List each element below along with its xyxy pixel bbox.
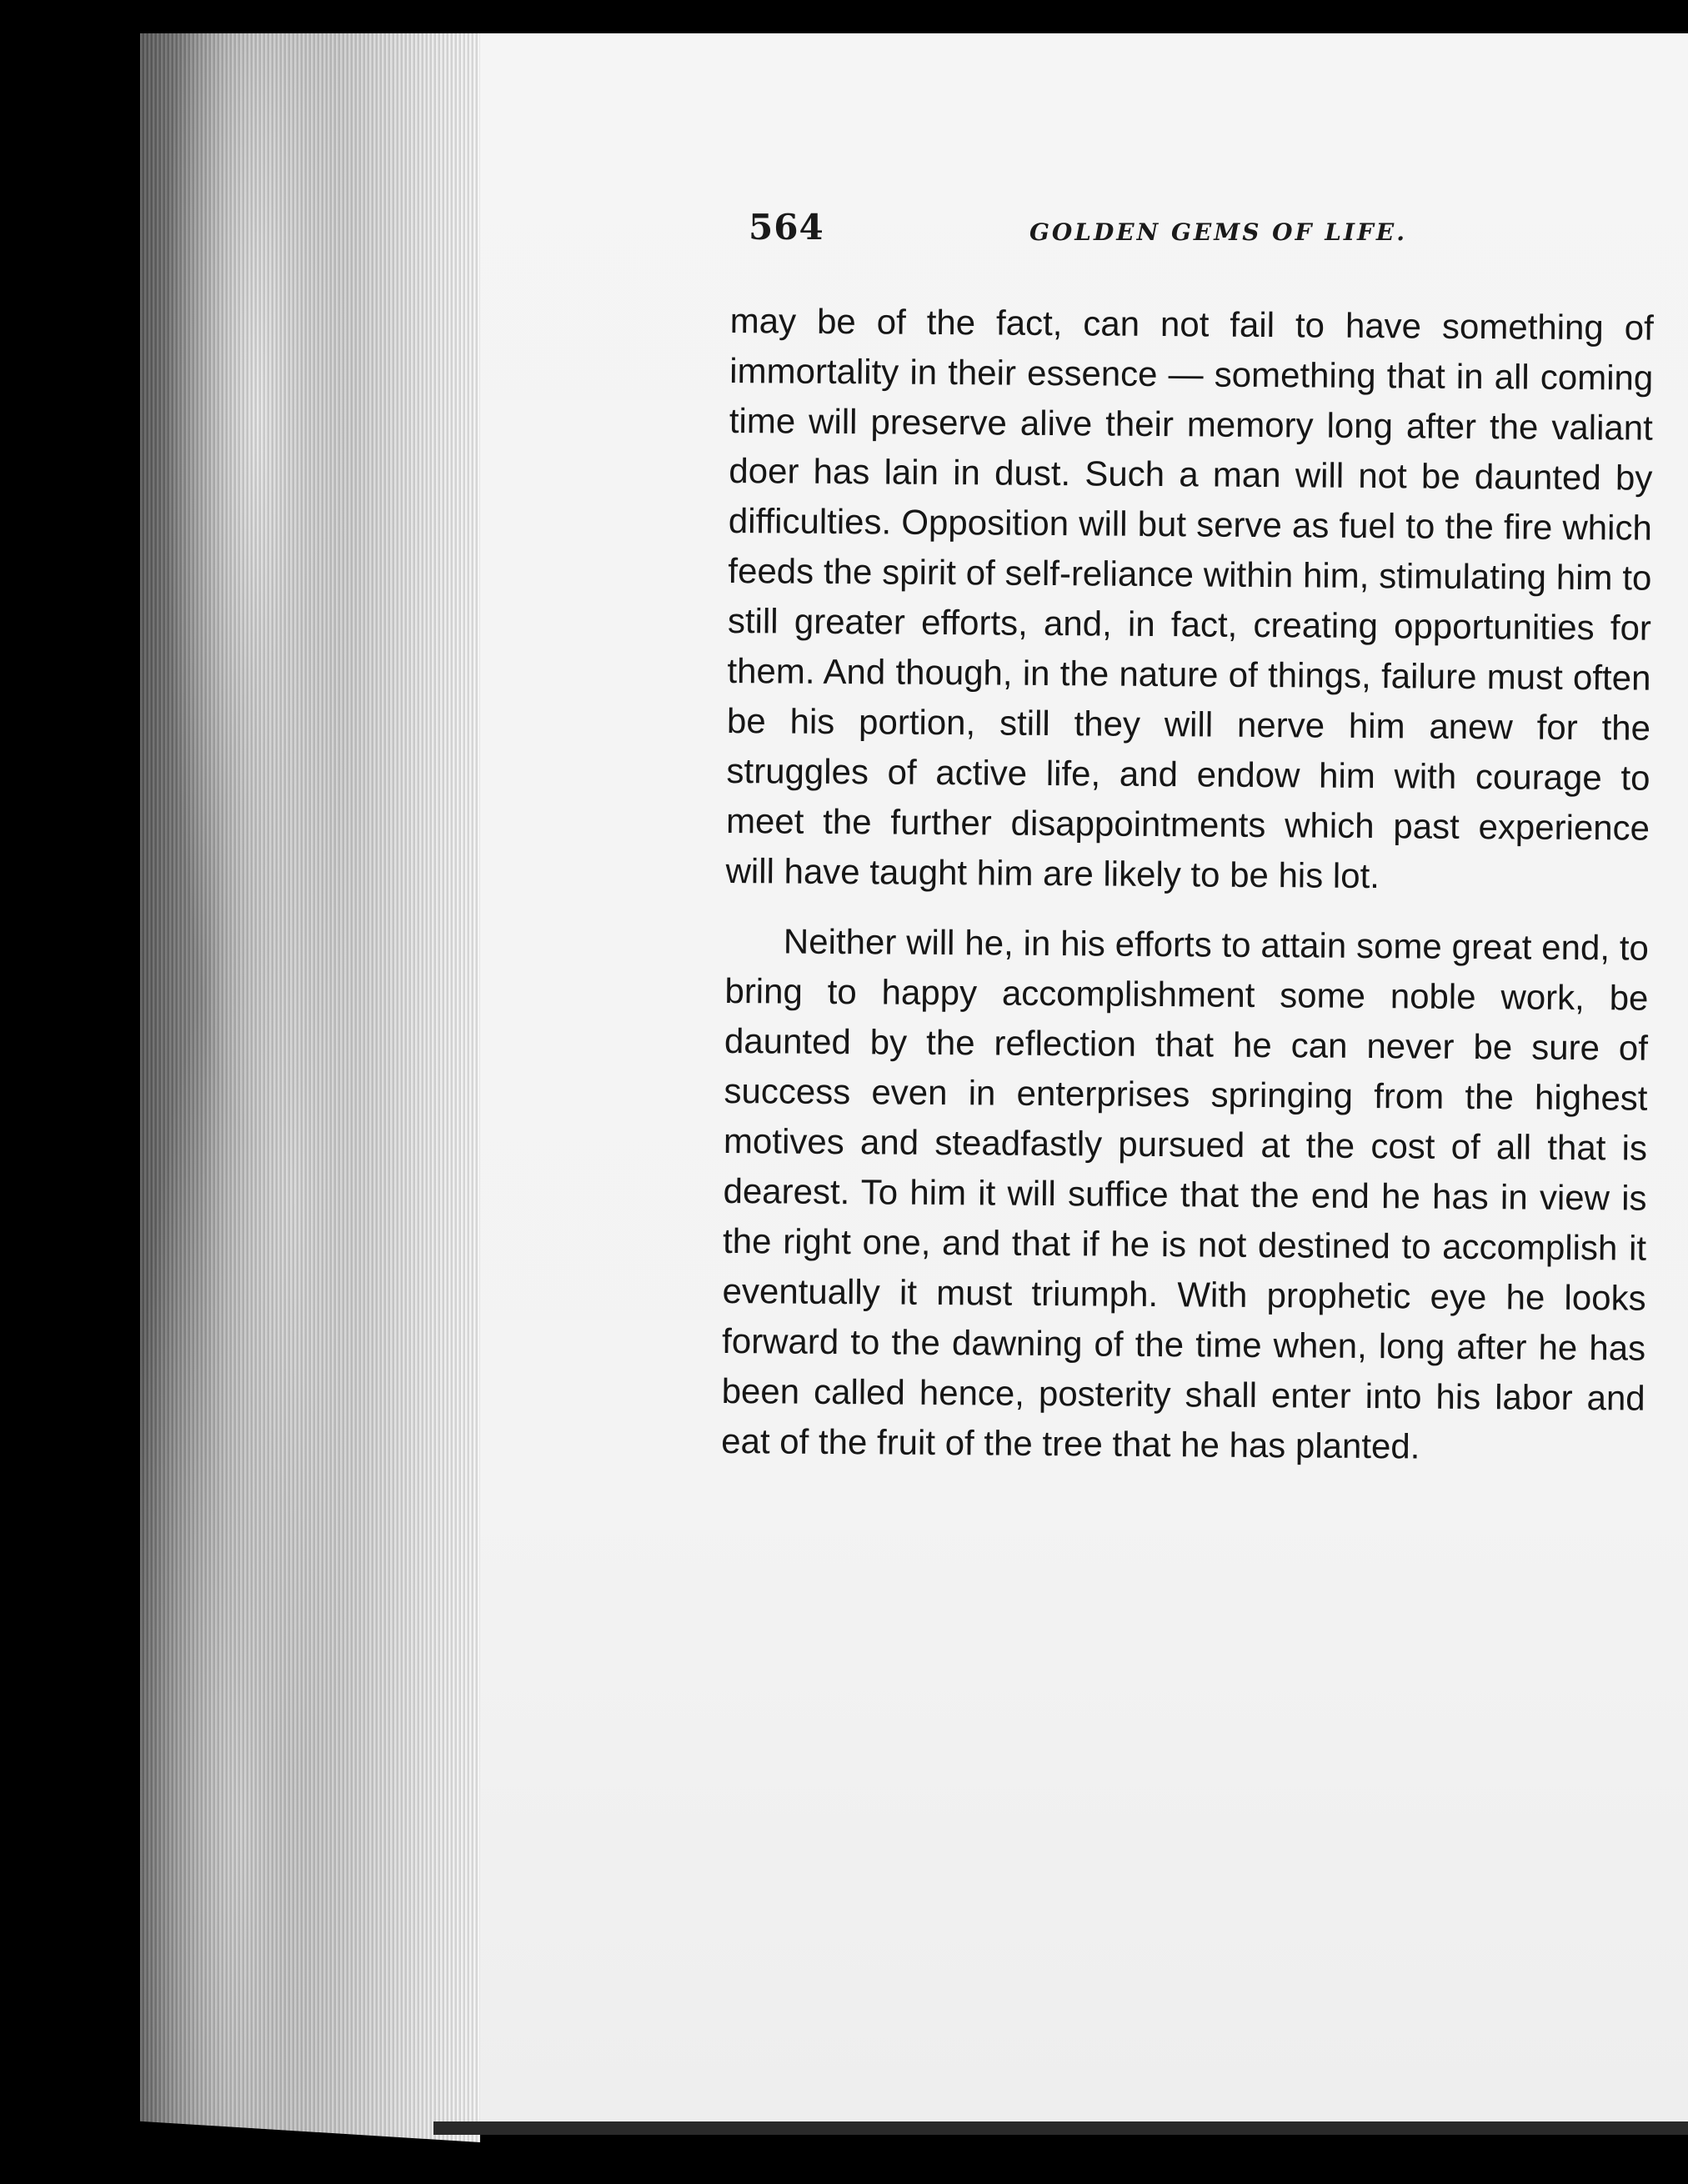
paragraph-1: may be of the fact, can not fail to have something of immortality in their essence — something that in all coming time will preserve alive their memory long after the valiant doer has lain in dust. Such a man will not be daunted by difficulties. Opposition will but serve as fuel to the fire which feeds the spirit of self-reliance within him, stimulating him to still greater efforts, and, in fact, creating opportunities for them. And though, in the nature of things, failure must often be his portion, still they will nerve him anew for the struggles of active life, and endow him with courage to meet the further disappointments which past experience will have taught him are likely to be his lot. — [725, 300, 1654, 896]
book-page-edges — [140, 33, 480, 2142]
page-number: 564 — [749, 207, 824, 248]
book-bottom-edge — [433, 2121, 1688, 2135]
body-text — [721, 296, 1654, 1474]
paragraph-2: Neither will he, in his efforts to attain some great end, to bring to happy accomplishment some noble work, be daunted by the reflection that he can never be sure of success even in enterprises springing from the highest motives and steadfastly pursued at the cost of all that is dearest. To him it will suffice that the end he has in view is the right one, and that if he is not destined to accomplish it eventually it must triumph. With prophetic eye he looks forward to the dawning of the time when, long after he has been called hence, posterity shall enter into his labor and eat of the fruit of the tree that he has planted. — [721, 921, 1650, 1466]
running-title: GOLDEN GEMS OF LIFE. — [1029, 218, 1407, 246]
running-head — [750, 207, 1634, 257]
